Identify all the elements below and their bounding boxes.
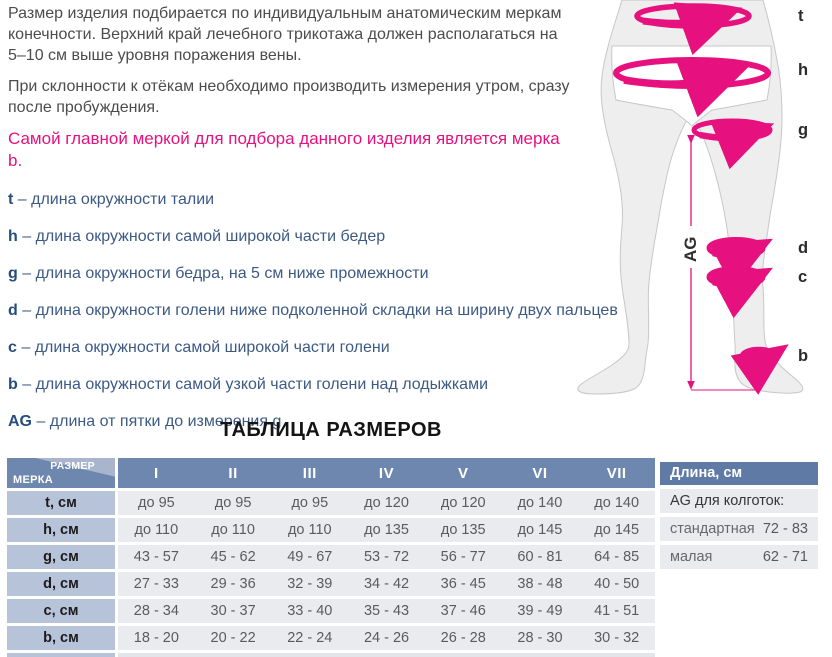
row-label: g, см (7, 545, 115, 569)
ag-diagram-label: AG (681, 236, 700, 262)
row-value-cell: 33 - 40 (287, 603, 333, 619)
intro-paragraph-2: При склонности к отёкам необходимо производить измерения утром, сразу после пробуждения. (8, 78, 570, 116)
measurement-text: – длина окружности самой широкой части бедер (17, 228, 386, 245)
length-panel-rows (660, 517, 818, 569)
row-value-cell: до 145 (517, 522, 563, 538)
measurement-text: – длина окружности голени ниже подколенной складки на ширину двух пальцев (17, 302, 618, 319)
row-value-cell: до 110 (287, 522, 332, 538)
intro-text-column (8, 0, 618, 448)
size-table-corner-cell (7, 458, 115, 488)
size-table-title: ТАБЛИЦА РАЗМЕРОВ (220, 419, 442, 441)
size-column-headers (118, 458, 655, 488)
size-table-row (7, 626, 655, 650)
measurement-def-c (8, 337, 574, 358)
row-values (118, 491, 655, 515)
row-values (118, 599, 655, 623)
row-value-cell: 18 - 20 (133, 630, 179, 646)
diagram-label-h: h (798, 61, 809, 79)
row-value-cell: 30 - 37 (210, 603, 256, 619)
row-label: t, см (7, 491, 115, 515)
measurement-key: g (8, 265, 18, 282)
row-values (118, 545, 655, 569)
size-column-header-I: I (154, 464, 159, 482)
row-value-cell: 29 - 36 (210, 576, 256, 592)
length-panel-row (660, 545, 818, 569)
row-value-cell: до 110 (134, 522, 179, 538)
row-value-cell: 22 - 24 (287, 630, 333, 646)
corner-label-merka: МЕРКА (13, 474, 53, 486)
length-panel-row (660, 517, 818, 541)
row-label: c, см (7, 599, 115, 623)
row-value-cell: до 135 (364, 522, 409, 538)
measurement-def-h (8, 226, 574, 247)
diagram-label-b: b (798, 347, 809, 365)
row-values (118, 626, 655, 650)
length-option-value: 72 - 83 (762, 521, 808, 537)
bottom-bar-data-segment (118, 653, 655, 657)
row-value-cell: 32 - 39 (287, 576, 333, 592)
length-option-label: стандартная (670, 521, 755, 537)
diagram-label-d: d (798, 239, 809, 257)
length-panel-header: Длина, см (660, 462, 818, 485)
measurement-key: AG (8, 413, 32, 430)
row-value-cell: до 120 (364, 495, 409, 511)
row-value-cell: 49 - 67 (287, 549, 333, 565)
row-value-cell: 38 - 48 (517, 576, 563, 592)
row-value-cell: до 95 (214, 495, 252, 511)
row-value-cell: 34 - 42 (363, 576, 410, 592)
corner-label-razmer: РАЗМЕР (50, 460, 95, 472)
row-label: b, см (7, 626, 115, 650)
measurement-def-b (8, 374, 574, 395)
size-column-header-VI: VI (532, 464, 548, 482)
size-table-row (7, 518, 655, 542)
row-value-cell: до 135 (440, 522, 486, 538)
size-column-header-III: III (302, 464, 317, 482)
row-value-cell: 37 - 46 (440, 603, 486, 619)
row-value-cell: 28 - 34 (133, 603, 179, 619)
size-column-header-V: V (457, 464, 469, 482)
measurement-text: – длина окружности самой узкой части голени над лодыжками (17, 376, 489, 393)
row-value-cell: 26 - 28 (440, 630, 486, 646)
measurement-def-g (8, 263, 574, 284)
row-value-cell: 27 - 33 (133, 576, 179, 592)
row-label: h, см (7, 518, 115, 542)
measurement-key: c (8, 339, 17, 356)
row-label: d, см (7, 572, 115, 596)
size-table-row (7, 491, 655, 515)
row-value-cell: 36 - 45 (440, 576, 486, 592)
measurement-def-d (8, 300, 618, 321)
intro-highlight-sentence: Самой главной меркой для подбора данного изделия является мерка b. (8, 129, 560, 170)
size-table-header-row (7, 458, 655, 488)
row-value-cell: до 145 (594, 522, 640, 538)
measurement-definitions (8, 189, 618, 432)
row-value-cell: 53 - 72 (363, 549, 410, 565)
row-value-cell: 39 - 49 (517, 603, 563, 619)
size-table (7, 458, 655, 657)
bottom-bar-label-segment (7, 653, 115, 657)
row-value-cell: до 110 (211, 522, 255, 538)
row-value-cell: 60 - 81 (517, 549, 563, 565)
row-value-cell: 28 - 30 (517, 630, 563, 646)
measurement-key: d (8, 302, 18, 319)
measurement-key: h (8, 228, 18, 245)
row-value-cell: до 140 (517, 495, 563, 511)
measurement-key: b (8, 376, 18, 393)
diagram-label-c: c (798, 268, 808, 286)
size-table-row (7, 572, 655, 596)
measurement-text: – длина от пятки до измерения g (32, 413, 282, 430)
row-value-cell: до 120 (440, 495, 486, 511)
diagram-label-t: t (798, 7, 804, 25)
legs-measurement-diagram (560, 0, 832, 412)
length-panel-subtitle: AG для колготок: (660, 489, 818, 513)
intro-paragraph-1: Размер изделия подбирается по индивидуальным анатомическим меркам конечности. Верхний край лечебного трикотажа должен располагаться на 5–10 см выше уровня поражения вены. (8, 5, 562, 64)
size-table-bottom-bar (7, 653, 655, 657)
row-value-cell: 64 - 85 (594, 549, 640, 565)
measurement-text: – длина окружности самой широкой части голени (16, 339, 390, 356)
row-value-cell: 35 - 43 (363, 603, 410, 619)
size-table-row (7, 599, 655, 623)
row-value-cell: до 95 (138, 495, 175, 511)
measurement-key: t (8, 191, 14, 208)
row-value-cell: 41 - 51 (594, 603, 640, 619)
size-table-body (7, 491, 655, 650)
row-value-cell: до 140 (594, 495, 640, 511)
row-values (118, 518, 655, 542)
row-value-cell: 45 - 62 (210, 549, 256, 565)
row-value-cell: 40 - 50 (594, 576, 640, 592)
size-column-header-II: II (228, 464, 238, 482)
size-column-header-IV: IV (378, 464, 395, 482)
length-panel (660, 462, 818, 569)
measurement-text: – длина окружности талии (13, 191, 215, 208)
length-option-value: 62 - 71 (762, 549, 808, 565)
size-table-row (7, 545, 655, 569)
row-value-cell: 56 - 77 (440, 549, 486, 565)
measurement-text: – длина окружности бедра, на 5 см ниже промежности (17, 265, 429, 282)
row-value-cell: 30 - 32 (594, 630, 640, 646)
row-value-cell: 43 - 57 (133, 549, 179, 565)
row-value-cell: 24 - 26 (363, 630, 410, 646)
diagram-label-g: g (798, 121, 809, 139)
size-column-header-VII: VII (606, 464, 627, 482)
length-option-label: малая (670, 549, 713, 565)
row-values (118, 572, 655, 596)
row-value-cell: 20 - 22 (210, 630, 256, 646)
row-value-cell: до 95 (291, 495, 329, 511)
measurement-def-t (8, 189, 574, 210)
